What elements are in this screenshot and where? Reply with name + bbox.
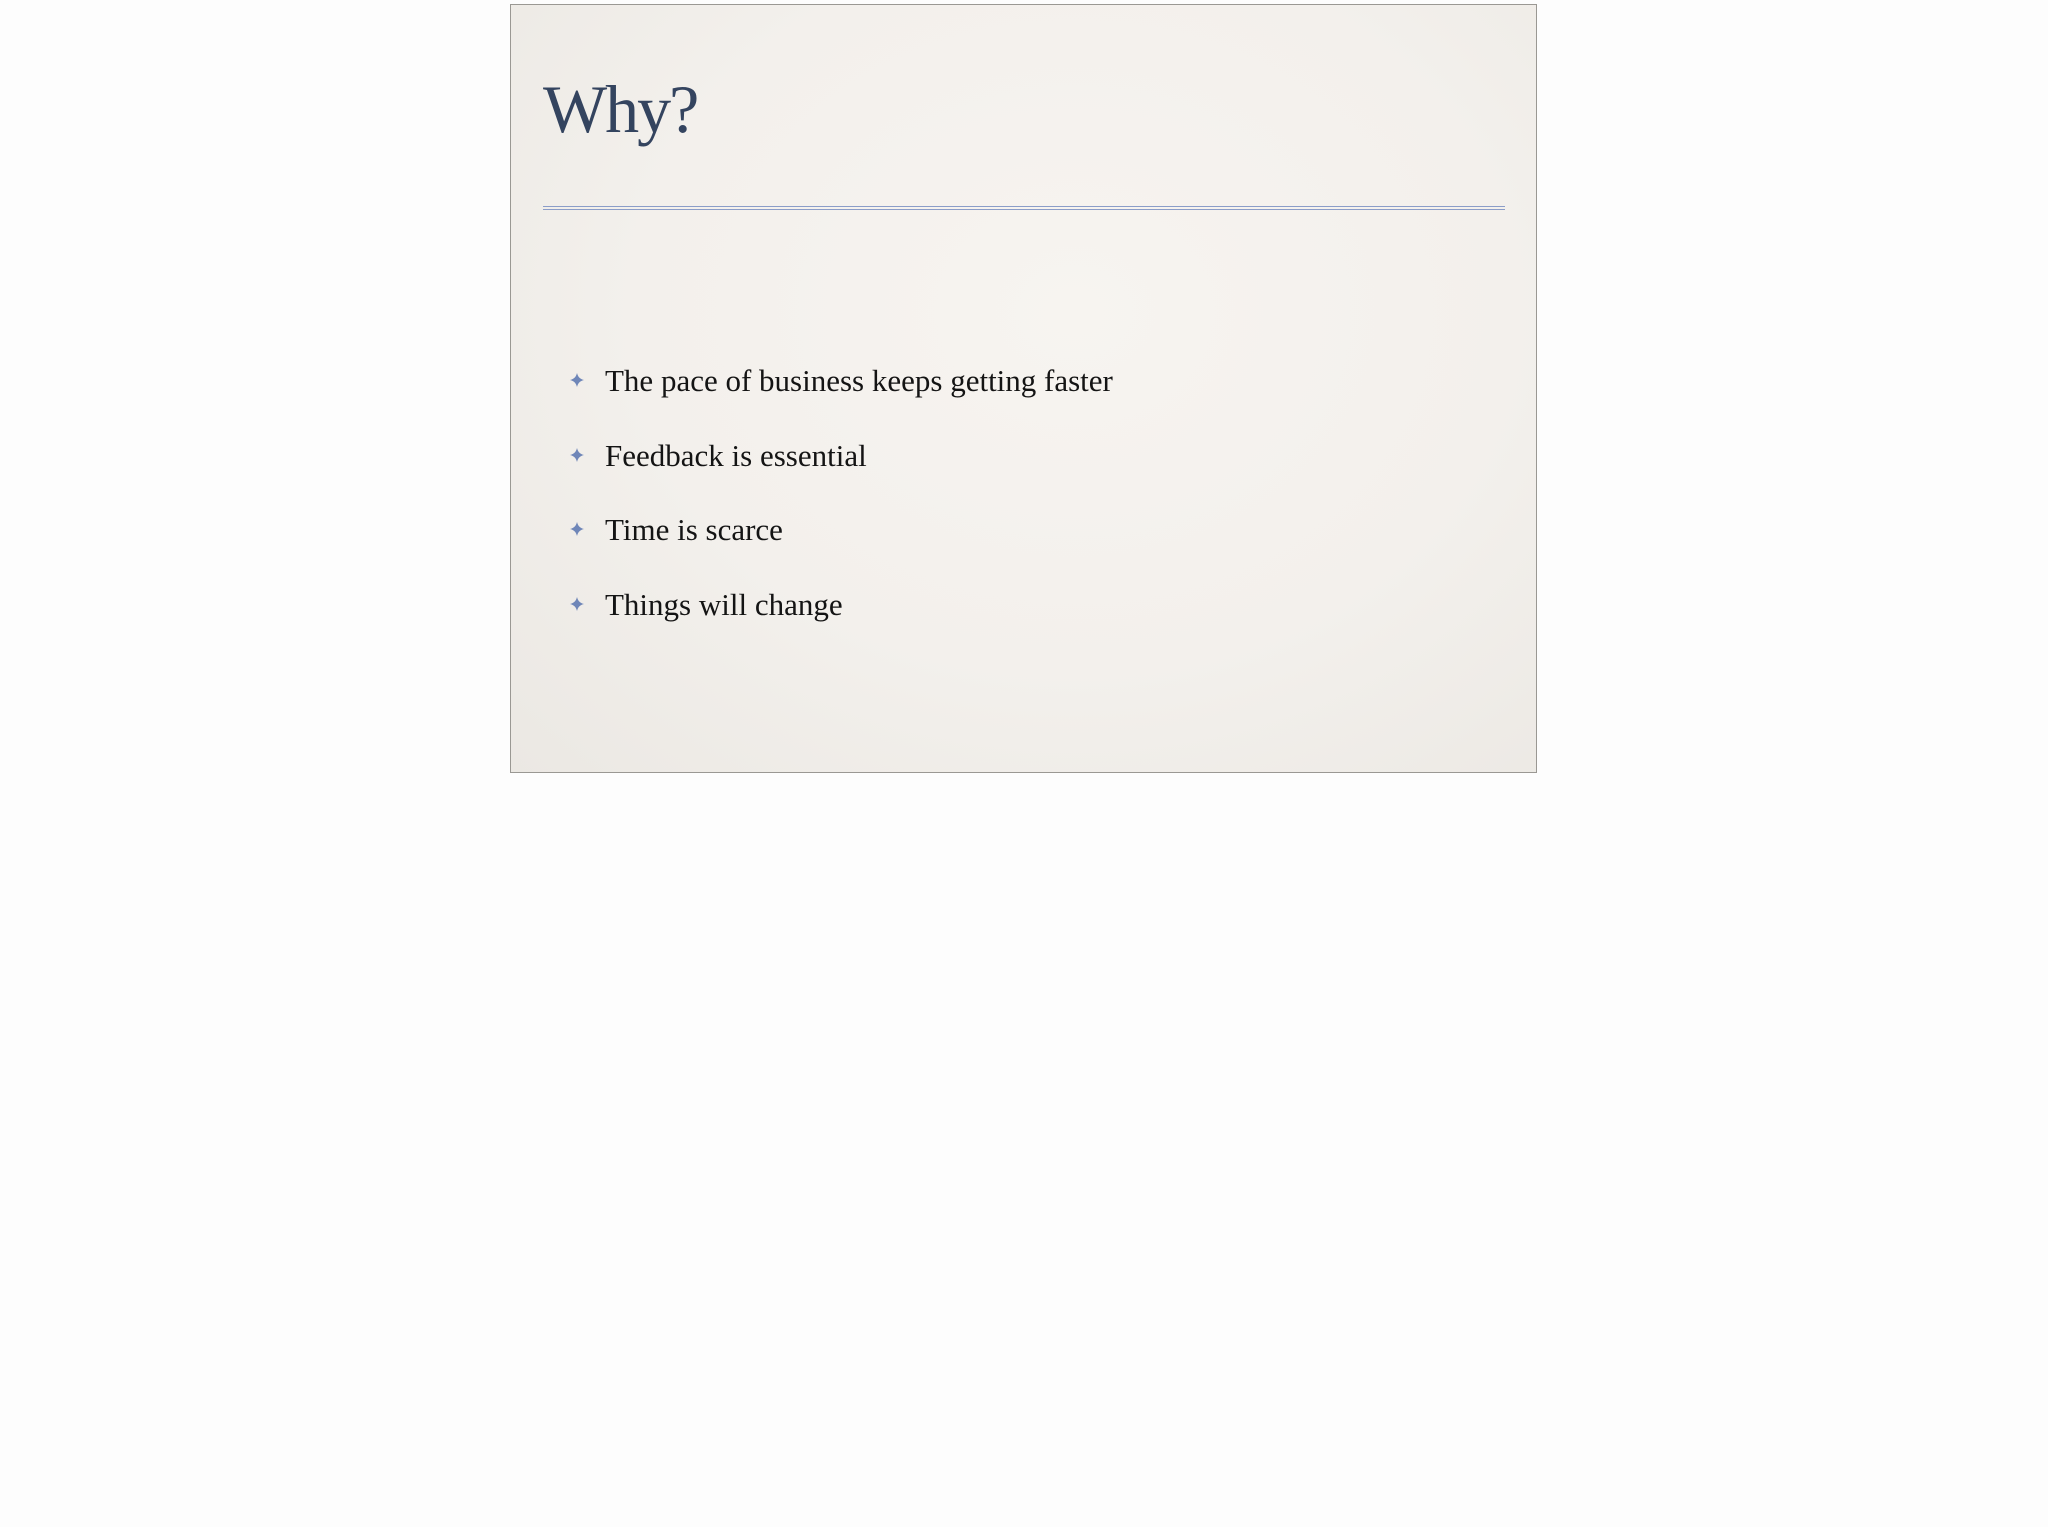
bullet-text: Things will change <box>605 586 843 622</box>
bullet-item <box>569 586 1113 661</box>
slide-title: Why? <box>543 71 698 147</box>
bullet-text: The pace of business keeps getting faster <box>605 363 1113 398</box>
bullet-list <box>569 362 1113 660</box>
fleuron-bullet-icon <box>569 447 585 463</box>
bullet-item <box>569 362 1113 437</box>
slide <box>510 4 1537 773</box>
bullet-item <box>569 437 1113 512</box>
bullet-text: Time is scarce <box>605 512 783 547</box>
title-divider <box>543 206 1505 210</box>
fleuron-bullet-icon <box>569 372 585 388</box>
bullet-text: Feedback is essential <box>605 437 867 473</box>
bullet-item <box>569 511 1113 586</box>
fleuron-bullet-icon <box>569 521 585 537</box>
fleuron-bullet-icon <box>569 596 585 612</box>
